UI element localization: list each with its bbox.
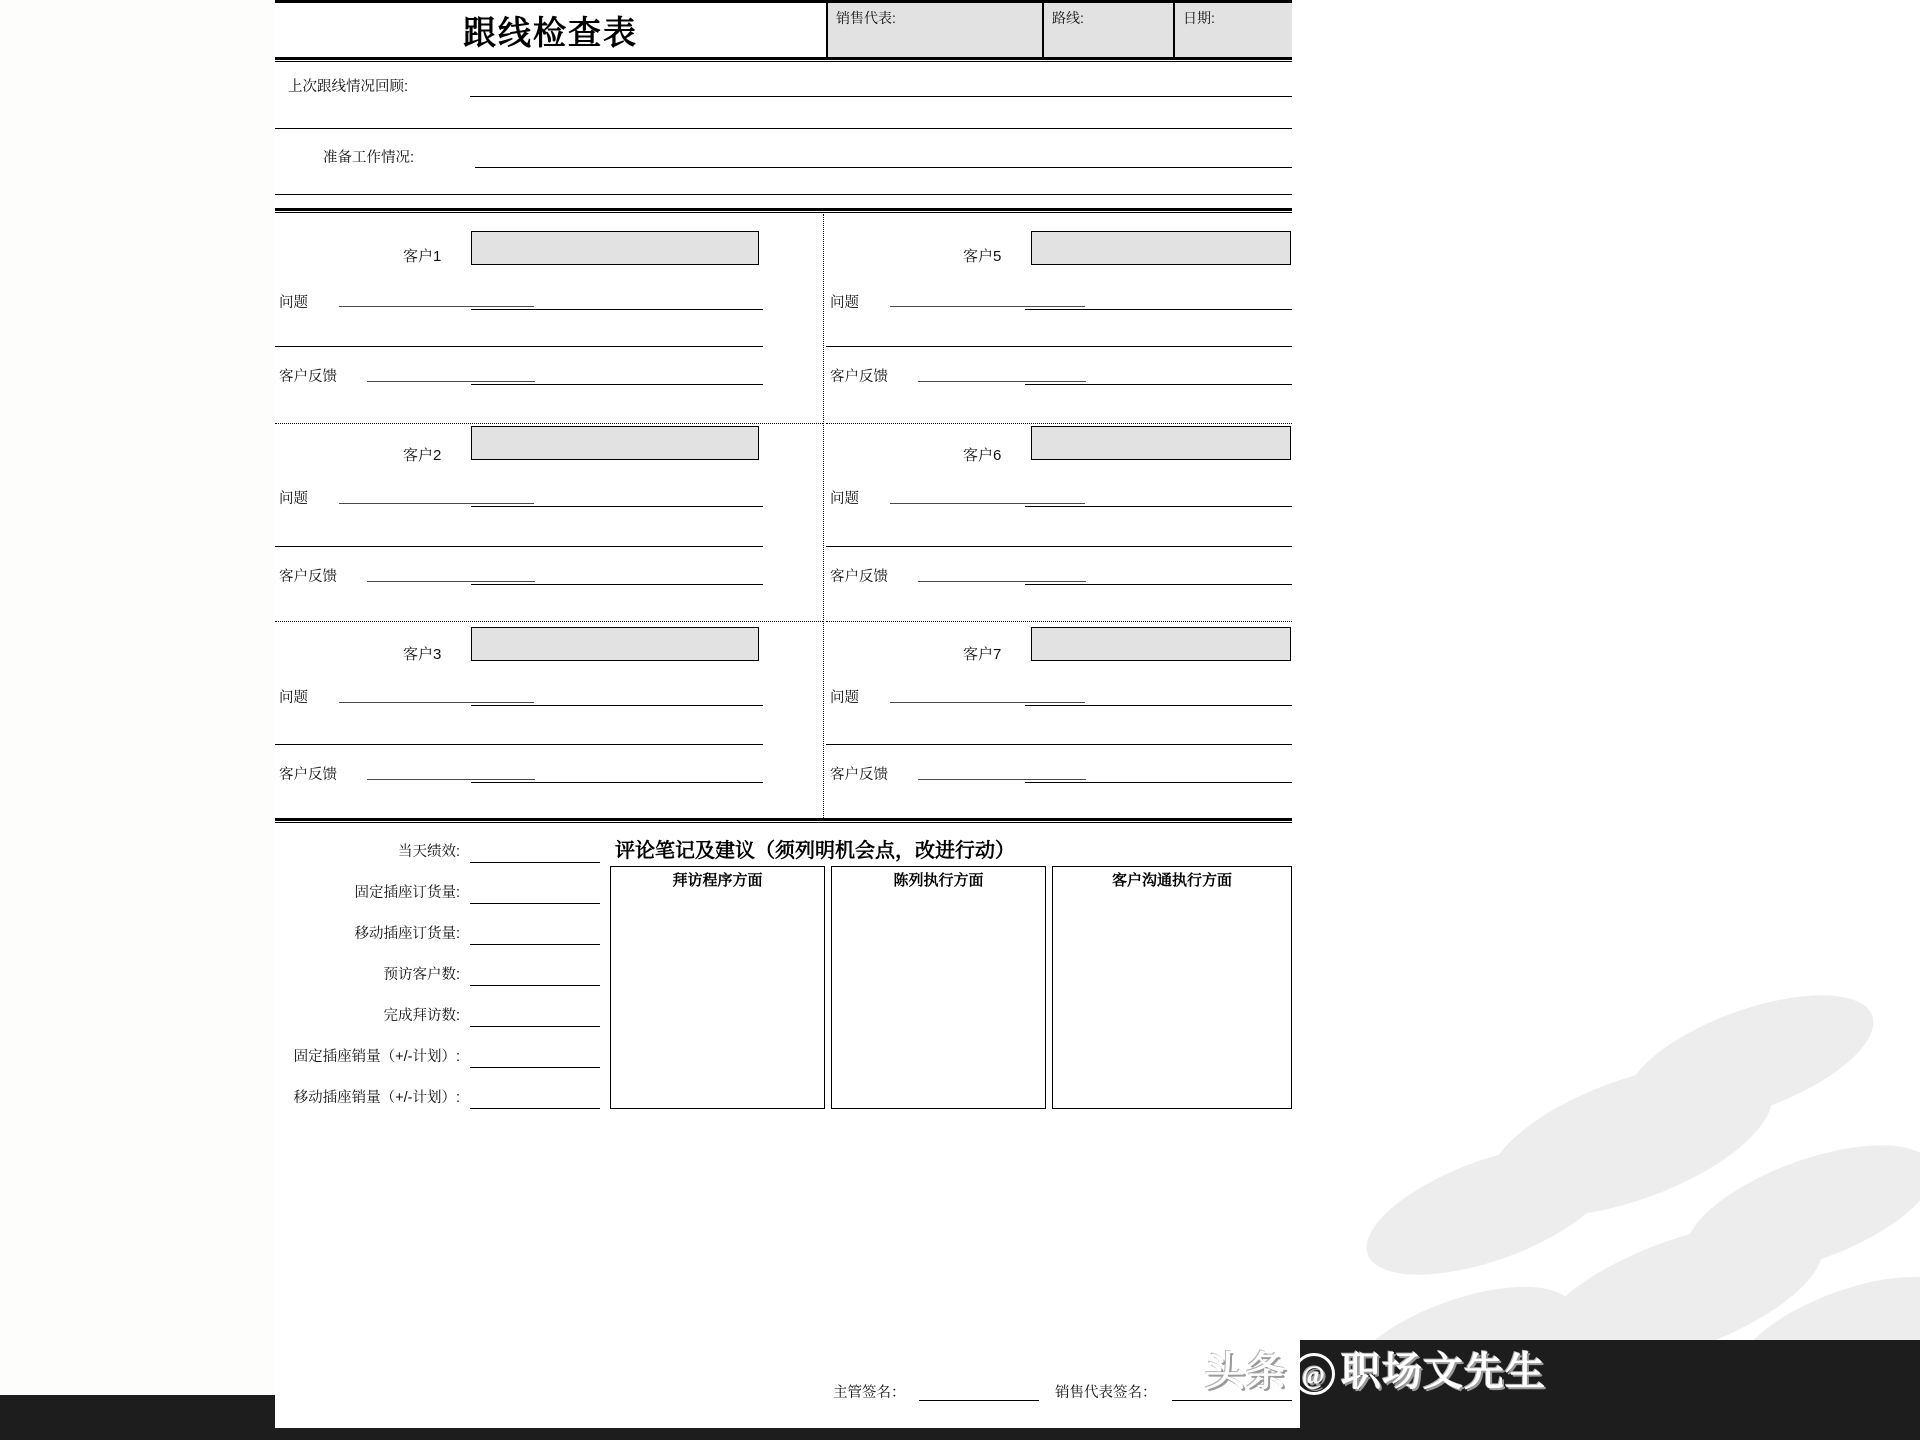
note-box-1[interactable] xyxy=(610,866,825,1109)
customer-1-problem-label: 问题 xyxy=(279,295,308,311)
customer-5-feedback-line-a[interactable] xyxy=(918,381,1086,382)
metric-3-input[interactable] xyxy=(470,985,600,986)
metric-5-label: 固定插座销量（+/-计划）: xyxy=(293,1049,460,1065)
customer-7-name-input[interactable] xyxy=(1031,627,1291,661)
metric-6-label: 移动插座销量（+/-计划）: xyxy=(293,1090,460,1106)
form-sheet xyxy=(275,0,1300,1440)
customer-6-problem-line-b[interactable] xyxy=(1025,506,1292,507)
customer-6-label: 客户6 xyxy=(963,447,1002,464)
bottom-dark-strip xyxy=(0,1428,1920,1440)
customer-5-problem-label: 问题 xyxy=(830,295,859,311)
watermark xyxy=(1205,1340,1546,1399)
metric-0-input[interactable] xyxy=(470,862,600,863)
bottom-section-top-rule xyxy=(275,818,1292,823)
customer-3-problem-line-a[interactable] xyxy=(339,702,534,703)
customer-7-feedback-label: 客户反馈 xyxy=(830,767,888,783)
customer-2-name-input[interactable] xyxy=(471,426,759,460)
note-box-2[interactable] xyxy=(831,866,1046,1109)
rep-signature-label: 销售代表签名： xyxy=(1055,1385,1157,1401)
header-bottom-rule xyxy=(275,57,1292,62)
last-review-line-2[interactable] xyxy=(275,128,1292,129)
customer-6-feedback-line-a[interactable] xyxy=(918,581,1086,582)
field-sales-rep-label: 销售代表: xyxy=(836,10,896,26)
prep-work-line-1[interactable] xyxy=(475,167,1292,168)
watermark-prefix: 头条 xyxy=(1205,1349,1287,1394)
customer-2-problem-line-b[interactable] xyxy=(471,506,763,507)
customer-1-bottom-divider xyxy=(275,423,823,424)
field-date-label: 日期: xyxy=(1183,10,1215,26)
note-box-3[interactable] xyxy=(1052,866,1292,1109)
rep-signature-input[interactable] xyxy=(1172,1400,1292,1401)
customer-7-label: 客户7 xyxy=(963,646,1002,663)
customer-6-feedback-line-b[interactable] xyxy=(1025,584,1292,585)
customer-2-feedback-line-b[interactable] xyxy=(471,584,763,585)
metric-2-input[interactable] xyxy=(470,944,600,945)
customer-6-problem-line-a[interactable] xyxy=(890,503,1085,504)
customer-2-problem-label: 问题 xyxy=(279,491,308,507)
customer-2-feedback-line-a[interactable] xyxy=(367,581,535,582)
metric-4-label: 完成拜访数: xyxy=(383,1008,460,1024)
customer-3-feedback-label: 客户反馈 xyxy=(279,767,337,783)
watermark-name: 职场文先生 xyxy=(1341,1349,1546,1394)
customer-6-bottom-divider xyxy=(826,621,1292,622)
customer-7-problem-line-a[interactable] xyxy=(890,702,1085,703)
customer-3-feedback-line-a[interactable] xyxy=(367,779,535,780)
customer-3-name-input[interactable] xyxy=(471,627,759,661)
note-box-2-header: 陈列执行方面 xyxy=(893,873,984,889)
customer-2-label: 客户2 xyxy=(403,447,442,464)
customer-5-bottom-divider xyxy=(826,423,1292,424)
metric-6-input[interactable] xyxy=(470,1108,600,1109)
prep-work-label: 准备工作情况: xyxy=(323,150,415,166)
title-cell xyxy=(275,3,828,57)
customers-top-rule xyxy=(275,208,1292,213)
customer-3-feedback-line-b[interactable] xyxy=(471,782,763,783)
supervisor-signature-label: 主管签名： xyxy=(833,1385,906,1401)
metric-5-input[interactable] xyxy=(470,1067,600,1068)
supervisor-signature-input[interactable] xyxy=(919,1400,1039,1401)
field-route[interactable] xyxy=(1044,3,1175,57)
customer-3-problem-label: 问题 xyxy=(279,690,308,706)
note-box-3-header: 客户沟通执行方面 xyxy=(1111,873,1232,889)
customer-1-problem-line-2[interactable] xyxy=(275,346,763,347)
field-sales-rep[interactable] xyxy=(828,3,1044,57)
customer-5-problem-line-2[interactable] xyxy=(826,346,1292,347)
note-box-1-header: 拜访程序方面 xyxy=(672,873,763,889)
customer-6-problem-line-2[interactable] xyxy=(826,546,1292,547)
left-gutter xyxy=(0,0,275,1440)
metric-1-input[interactable] xyxy=(470,903,600,904)
customer-5-label: 客户5 xyxy=(963,248,1002,265)
last-review-line-1[interactable] xyxy=(470,96,1292,97)
customer-3-problem-line-2[interactable] xyxy=(275,744,763,745)
customer-5-problem-line-b[interactable] xyxy=(1025,309,1292,310)
customer-7-problem-line-b[interactable] xyxy=(1025,705,1292,706)
customer-7-feedback-line-a[interactable] xyxy=(918,779,1086,780)
customer-1-label: 客户1 xyxy=(403,248,442,265)
customer-2-problem-line-2[interactable] xyxy=(275,546,763,547)
field-date[interactable] xyxy=(1175,3,1292,57)
customer-2-problem-line-a[interactable] xyxy=(339,503,534,504)
metric-1-label: 固定插座订货量: xyxy=(354,885,460,901)
metric-0-label: 当天绩效: xyxy=(397,844,460,860)
customer-2-feedback-label: 客户反馈 xyxy=(279,569,337,585)
at-icon: @ xyxy=(1293,1353,1335,1395)
prep-work-line-2[interactable] xyxy=(275,194,1292,195)
form-header xyxy=(275,0,1292,57)
notes-title: 评论笔记及建议（须列明机会点，改进行动） xyxy=(615,840,1015,862)
customer-3-label: 客户3 xyxy=(403,646,442,663)
customer-5-name-input[interactable] xyxy=(1031,231,1291,265)
customer-3-problem-line-b[interactable] xyxy=(471,705,763,706)
customer-1-problem-line-a[interactable] xyxy=(339,306,534,307)
customer-6-feedback-label: 客户反馈 xyxy=(830,569,888,585)
customer-7-problem-label: 问题 xyxy=(830,690,859,706)
customer-5-feedback-line-b[interactable] xyxy=(1025,384,1292,385)
customer-6-name-input[interactable] xyxy=(1031,426,1291,460)
last-review-label: 上次跟线情况回顾: xyxy=(288,79,409,95)
metric-4-input[interactable] xyxy=(470,1026,600,1027)
customer-1-feedback-line-b[interactable] xyxy=(471,384,763,385)
customer-5-feedback-label: 客户反馈 xyxy=(830,369,888,385)
customer-6-problem-label: 问题 xyxy=(830,491,859,507)
customer-1-name-input[interactable] xyxy=(471,231,759,265)
customer-7-problem-line-2[interactable] xyxy=(826,744,1292,745)
customer-5-problem-line-a[interactable] xyxy=(890,306,1085,307)
customer-2-bottom-divider xyxy=(275,621,823,622)
customer-column-divider xyxy=(823,214,824,818)
customer-1-feedback-line-a[interactable] xyxy=(367,381,535,382)
metric-3-label: 预访客户数: xyxy=(383,967,460,983)
field-route-label: 路线: xyxy=(1052,10,1084,26)
customer-1-feedback-label: 客户反馈 xyxy=(279,369,337,385)
metric-2-label: 移动插座订货量: xyxy=(354,926,460,942)
customer-1-problem-line-b[interactable] xyxy=(471,309,763,310)
customer-7-feedback-line-b[interactable] xyxy=(1025,782,1292,783)
right-chrome xyxy=(1300,0,1920,1440)
page-title: 跟线检查表 xyxy=(463,15,638,52)
